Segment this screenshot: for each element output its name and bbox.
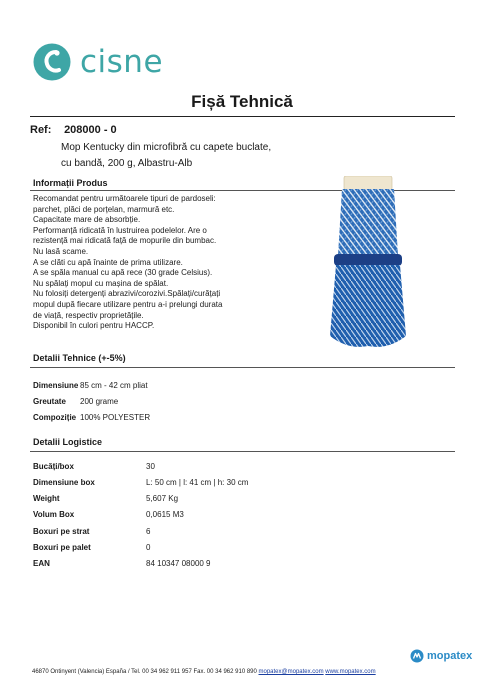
logistics-row [33,510,333,519]
info-line: Disponibil în culori pentru HACCP. [33,321,155,331]
logistics-value: 0 [146,543,151,552]
logistics-row [33,478,333,487]
document-title: Fișă Tehnică [191,92,293,111]
info-line: Capacitate mare de absorbție. [33,215,141,225]
mopatex-mark-icon [410,649,424,663]
logistics-row [33,559,333,568]
info-line: rezistență mai ridicată față de mopurile din bumbac. [33,236,217,246]
info-line: A se clăti cu apă înainte de prima utilizare. [33,257,183,267]
tech-row [33,413,333,422]
cisne-logo [32,40,163,84]
tech-row [33,397,333,406]
logistics-value: 84 10347 08000 9 [146,559,211,568]
tech-label: Compoziție [33,413,77,422]
logo-wordmark: cisne [80,43,164,80]
info-line: Recomandat pentru următoarele tipuri de pardoseli: [33,194,216,203]
info-line: mopul după fiecare utilizare pentru a-i prelungi durata [33,299,223,309]
footer-address: 46870 Ontinyent (Valencia) España / Tel. 00 34 962 911 957 Fax. 00 34 962 910 890 [32,669,259,675]
product-info-text [33,194,295,332]
info-line: de viață, respectiv proprietățile. [33,310,144,320]
tech-value: 100% POLYESTER [80,413,151,422]
logistics-value: 30 [146,462,155,471]
logistics-divider [30,451,455,452]
logistics-label: Dimensiune box [33,478,95,487]
product-name-line: cu bandă, 200 g, Albastru-Alb [61,158,193,169]
logistics-value: 6 [146,527,151,536]
logistics-row [33,462,333,471]
technical-details-divider [30,367,455,368]
logistics-label: Weight [33,494,60,503]
logistics-row [33,494,333,503]
info-line: parchet, plăci de porțelan, marmură etc. [33,204,175,214]
product-name [61,140,321,172]
logistics-label: Bucăți/box [33,462,74,471]
tech-value: 200 grame [80,397,119,406]
logistics-value: 5,607 Kg [146,494,179,503]
logistics-value: L: 50 cm | l: 41 cm | h: 30 cm [146,478,249,487]
logistics-label: Boxuri pe palet [33,543,91,552]
info-line: Nu folosiți detergenți abrazivi/corozivi.Spălați/curățați [33,289,221,299]
footer-email-link[interactable]: mopatex@mopatex.com [258,669,324,675]
info-line: A se spăla manual cu apă rece (30 grade Celsius). [33,268,213,278]
ref-label: Ref: [30,124,52,136]
reference-line [30,124,117,136]
footer-website-link[interactable]: www.mopatex.com [325,669,376,675]
swan-icon [32,42,72,82]
mopatex-wordmark: mopatex [427,650,473,662]
logistics-label: Boxuri pe strat [33,527,90,536]
product-info-heading: Informații Produs [33,178,108,188]
tech-row [33,381,333,390]
mopatex-logo [410,649,472,663]
tech-label: Dimensiune [33,381,79,390]
logistics-row [33,527,333,536]
title-divider [30,116,455,117]
logistics-row [33,543,333,552]
mop-image [326,176,410,352]
info-line: Nu lasă scame. [33,246,89,256]
info-line: Nu spălați mopul cu mașina de spălat. [33,278,169,288]
product-image [326,176,410,357]
logistics-label: EAN [33,559,50,568]
tech-label: Greutate [33,397,66,406]
logistics-label: Volum Box [33,510,75,519]
tech-value: 85 cm - 42 cm pliat [80,381,148,390]
product-name-line: Mop Kentucky din microfibră cu capete buclate, [61,142,272,153]
logistics-value: 0,0615 M3 [146,510,184,519]
technical-details-heading: Detalii Tehnice (+-5%) [33,353,126,363]
ref-code: 208000 - 0 [64,124,117,136]
footer-contact [32,669,376,675]
info-line: Performanță ridicată în lustruirea podelelor. Are o [33,225,207,235]
logistics-heading: Detalii Logistice [33,437,103,447]
